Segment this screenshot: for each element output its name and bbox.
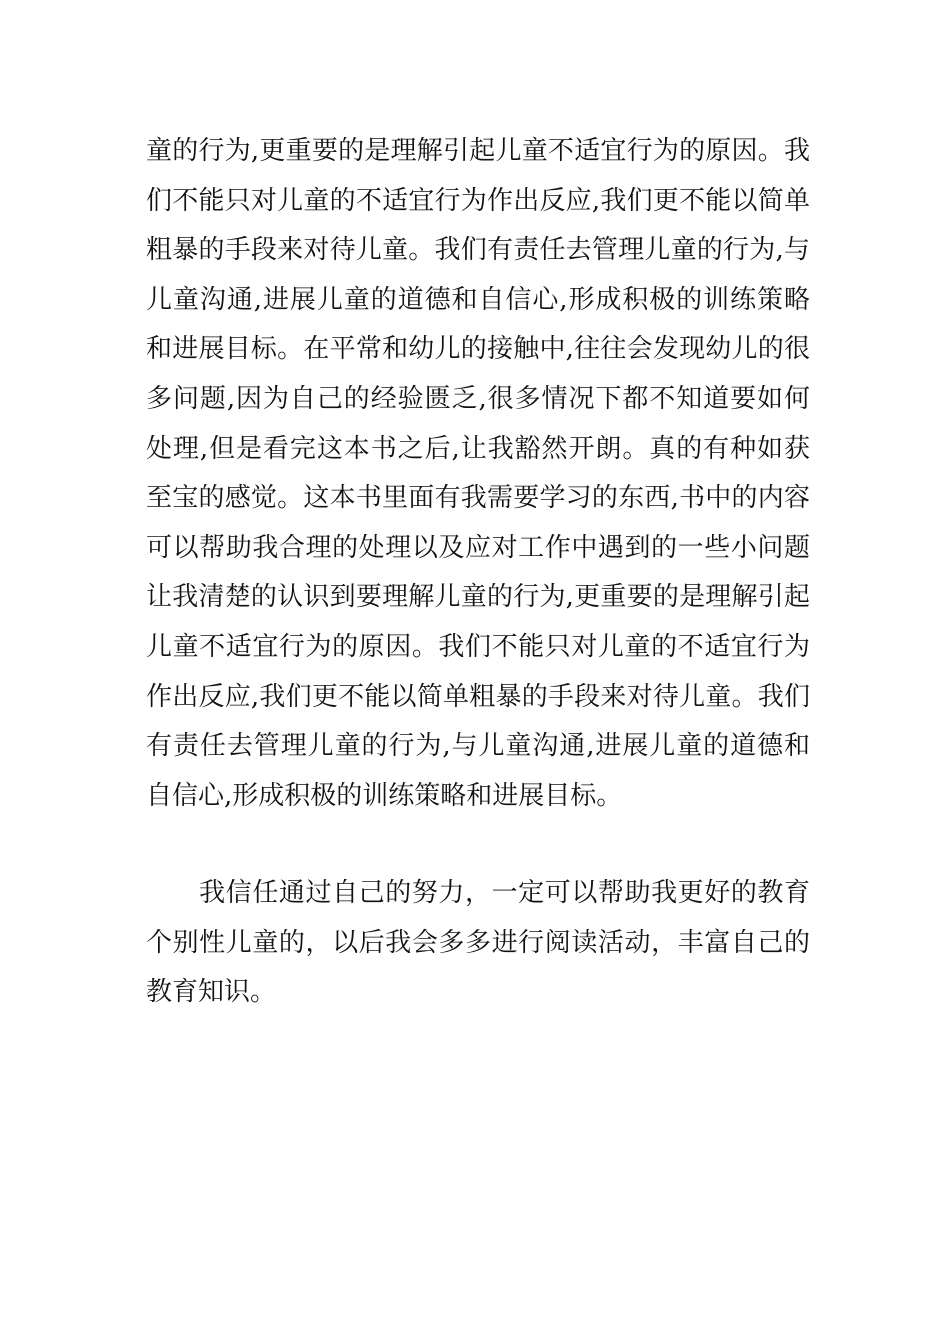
paragraph-2	[146, 869, 810, 1018]
text-line: 童的行为,更重要的是理解引起儿童不适宜行为的原因。我	[146, 136, 810, 166]
text-line: 自信心,形成积极的训练策略和进展目标。	[146, 780, 623, 811]
text-line: 作出反应,我们更不能以简单粗暴的手段来对待儿童。我们	[146, 681, 810, 712]
text-line: 教育知识。	[146, 977, 277, 1008]
text-line: 多问题,因为自己的经验匮乏,很多情况下都不知道要如何	[146, 383, 810, 414]
text-line: 儿童不适宜行为的原因。我们不能只对儿童的不适宜行为	[146, 631, 810, 662]
paragraph-1	[146, 127, 810, 821]
text-line: 我信任通过自己的努力，一定可以帮助我更好的教育	[146, 878, 810, 908]
text-line: 有责任去管理儿童的行为,与儿童沟通,进展儿童的道德和	[146, 731, 810, 762]
text-line: 可以帮助我合理的处理以及应对工作中遇到的一些小问题	[146, 532, 810, 563]
text-line: 们不能只对儿童的不适宜行为作出反应,我们更不能以简单	[146, 185, 810, 216]
text-line: 个别性儿童的，以后我会多多进行阅读活动，丰富自己的	[146, 927, 810, 958]
text-line: 粗暴的手段来对待儿童。我们有责任去管理儿童的行为,与	[146, 235, 810, 266]
text-line: 处理,但是看完这本书之后,让我豁然开朗。真的有种如获	[146, 433, 810, 464]
text-line: 和进展目标。在平常和幼儿的接触中,往往会发现幼儿的很	[146, 334, 810, 365]
text-line: 至宝的感觉。这本书里面有我需要学习的东西,书中的内容	[146, 483, 810, 514]
text-line: 让我清楚的认识到要理解儿童的行为,更重要的是理解引起	[146, 582, 810, 613]
text-line: 儿童沟通,进展儿童的道德和自信心,形成积极的训练策略	[146, 284, 810, 315]
